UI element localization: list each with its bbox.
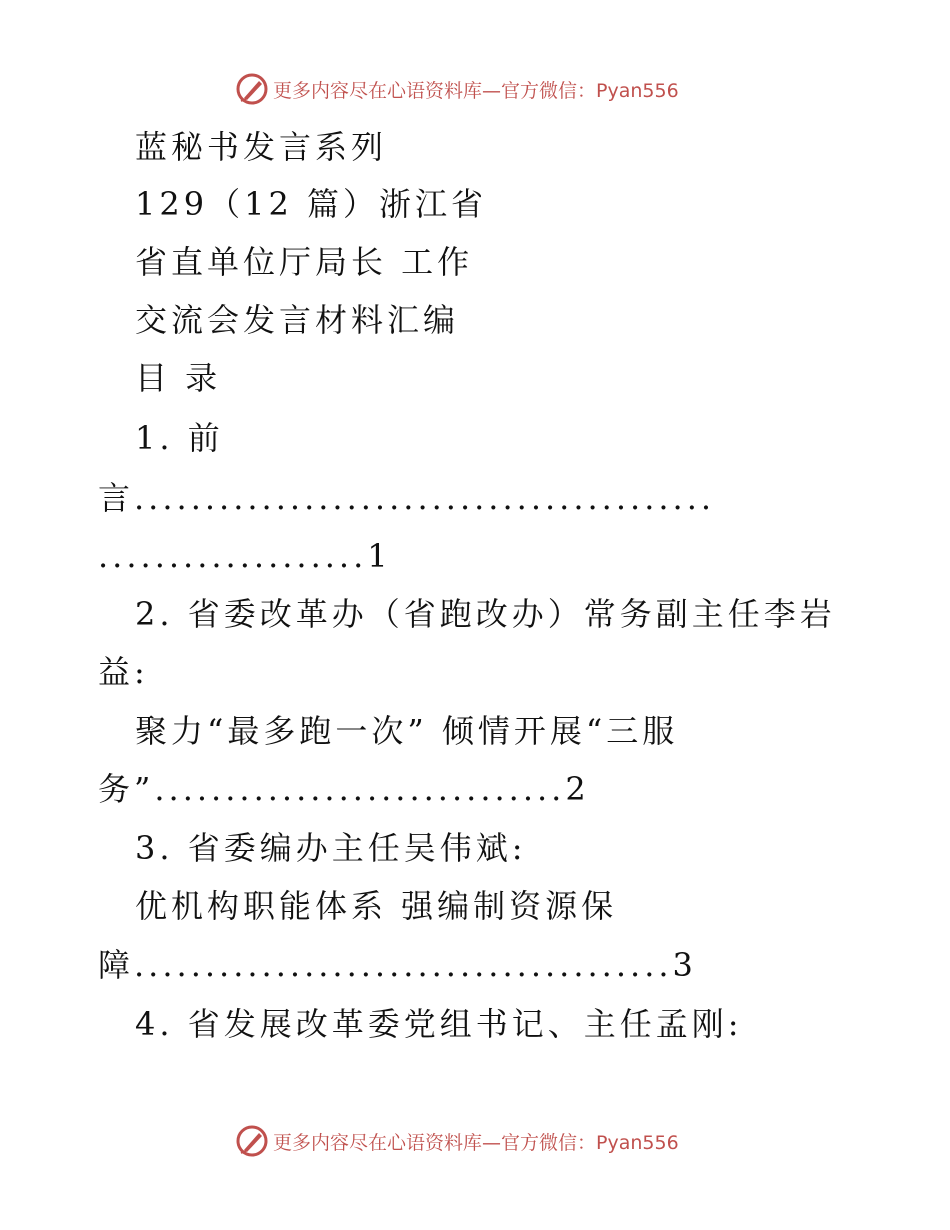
toc-entry-1-page: ...................1 — [98, 537, 392, 575]
footer-watermark — [235, 1124, 679, 1158]
header-watermark — [235, 72, 679, 106]
doc-title-line-4: 交流会发言材料汇编 — [135, 301, 460, 339]
toc-entry-2-title: 聚力“最多跑一次” 倾情开展“三服 — [135, 712, 679, 750]
watermark-text: 更多内容尽在心语资料库—官方微信：Pyan556 — [273, 79, 679, 102]
quill-pen-logo-icon — [235, 1124, 269, 1158]
toc-entry-1-leader: 言......................................... — [98, 479, 716, 517]
toc-entry-2-label-cont: 益: — [98, 653, 149, 691]
toc-entry-1-label: 1. 前 — [135, 419, 224, 457]
toc-entry-3-title: 优机构职能体系 强编制资源保 — [135, 887, 618, 925]
toc-entry-2-page: 务”.............................2 — [98, 770, 590, 808]
watermark-text: 更多内容尽在心语资料库—官方微信：Pyan556 — [273, 1131, 679, 1154]
toc-entry-3-label: 3. 省委编办主任吴伟斌: — [135, 829, 527, 867]
toc-entry-3-page: 障......................................3 — [98, 946, 697, 984]
doc-title-line-2: 129（12 篇）浙江省 — [135, 185, 487, 223]
doc-title-line-1: 蓝秘书发言系列 — [135, 128, 388, 166]
toc-entry-4-label: 4. 省发展改革委党组书记、主任孟刚: — [135, 1005, 743, 1043]
doc-title-line-3: 省直单位厅局长 工作 — [135, 243, 474, 281]
quill-pen-logo-icon — [235, 72, 269, 106]
toc-entry-2-label: 2. 省委改革办（省跑改办）常务副主任李岩 — [135, 595, 836, 633]
toc-heading: 目 录 — [135, 359, 222, 397]
